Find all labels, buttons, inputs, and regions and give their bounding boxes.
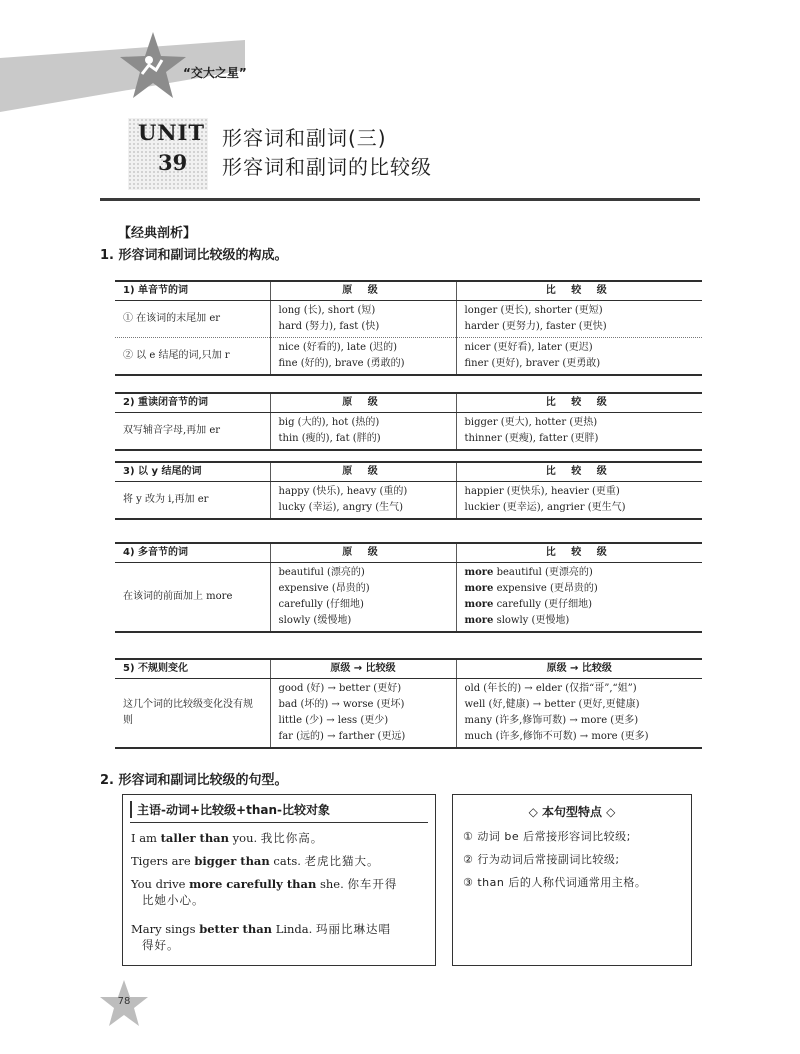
example-post: she. bbox=[316, 877, 348, 891]
table-header-cell: 3) 以 y 结尾的词 bbox=[115, 462, 270, 481]
star-logo-icon bbox=[118, 30, 188, 102]
title-divider bbox=[100, 198, 700, 201]
example-bold: bigger than bbox=[194, 854, 270, 868]
table-header-cell: 4) 多音节的词 bbox=[115, 543, 270, 562]
comparative-line bbox=[465, 597, 695, 613]
table-row bbox=[115, 300, 702, 337]
table-header-cell: 原 级 bbox=[270, 543, 456, 562]
table-row bbox=[115, 562, 702, 632]
rule-table-y-ending bbox=[115, 461, 702, 520]
example-sentence bbox=[131, 853, 431, 869]
brand-label: “交大之星” bbox=[183, 66, 247, 80]
feature-item: ③ than 后的人称代词通常用主格。 bbox=[463, 876, 647, 889]
example-bold: more carefully than bbox=[189, 877, 317, 891]
base-line: thin (瘦的), fat (胖的) bbox=[278, 432, 381, 444]
comparative-line: nicer (更好看), later (更迟) bbox=[464, 341, 593, 353]
base-cell bbox=[270, 562, 456, 632]
rule-table-polysyllabic bbox=[115, 542, 702, 633]
example-post: Linda. bbox=[272, 922, 316, 936]
comparative-cell bbox=[456, 562, 702, 632]
base-line: long (长), short (短) bbox=[278, 304, 376, 316]
base-cell bbox=[270, 412, 456, 450]
comparative-line: luckier (更幸运), angrier (更生气) bbox=[464, 501, 626, 513]
rule-cell: ① 在该词的末尾加 er bbox=[115, 300, 270, 337]
comparative-line: many (许多,修饰可数) → more (更多) bbox=[464, 714, 639, 726]
more-prefix: more bbox=[464, 582, 494, 594]
more-prefix: more bbox=[464, 566, 494, 578]
base-line: beautiful (漂亮的) bbox=[278, 566, 365, 578]
table-row bbox=[115, 412, 702, 450]
example-pre: I am bbox=[131, 831, 161, 845]
comparative-text: carefully (更仔细地) bbox=[493, 598, 592, 610]
example-sentence bbox=[131, 830, 431, 846]
pattern-title: 主语-动词+比较级+than-比较对象 bbox=[130, 801, 430, 818]
comparative-line: old (年长的) → elder (仅指“哥”,“姐”) bbox=[464, 682, 637, 694]
base-cell bbox=[270, 481, 456, 519]
rule-table-irregular bbox=[115, 658, 702, 749]
example-sentence bbox=[131, 876, 431, 908]
comparative-line: bigger (更大), hotter (更热) bbox=[464, 416, 598, 428]
table-header-cell: 1) 单音节的词 bbox=[115, 281, 270, 300]
comparative-line: harder (更努力), faster (更快) bbox=[464, 320, 607, 332]
base-line: bad (坏的) → worse (更坏) bbox=[278, 698, 405, 710]
unit-title-line1: 形容词和副词(三) bbox=[222, 126, 387, 150]
comparative-line: thinner (更瘦), fatter (更胖) bbox=[464, 432, 599, 444]
comparative-cell bbox=[456, 481, 702, 519]
example-bold: better than bbox=[199, 922, 273, 936]
table-header-cell: 原级 → 比较级 bbox=[456, 659, 702, 678]
more-prefix: more bbox=[464, 614, 494, 626]
more-prefix: more bbox=[464, 598, 494, 610]
comparative-cell bbox=[456, 678, 702, 748]
table-row bbox=[115, 481, 702, 519]
table-header-cell: 比 较 级 bbox=[456, 543, 702, 562]
comparative-line: well (好,健康) → better (更好,更健康) bbox=[464, 698, 640, 710]
base-cell bbox=[270, 300, 456, 337]
unit-title-line2: 形容词和副词的比较级 bbox=[222, 155, 432, 179]
base-cell bbox=[270, 678, 456, 748]
table-header-cell: 比 较 级 bbox=[456, 462, 702, 481]
example-pre: Tigers are bbox=[131, 854, 195, 868]
base-cell bbox=[270, 337, 456, 375]
base-line: fine (好的), brave (勇敢的) bbox=[278, 357, 405, 369]
table-header-cell: 5) 不规则变化 bbox=[115, 659, 270, 678]
unit-word: UNIT bbox=[138, 120, 205, 145]
features-title: ◇ 本句型特点 ◇ bbox=[528, 805, 616, 819]
comparative-text: slowly (更慢地) bbox=[493, 614, 570, 626]
rule-table-stressed-closed bbox=[115, 392, 702, 451]
example-translation-continued: 比她小心。 bbox=[142, 893, 205, 907]
table-header-cell: 原 级 bbox=[270, 281, 456, 300]
base-line: big (大的), hot (热的) bbox=[278, 416, 380, 428]
example-pre: Mary sings bbox=[131, 922, 200, 936]
comparative-line bbox=[465, 581, 695, 597]
example-bold: taller than bbox=[160, 831, 229, 845]
base-line: slowly (缓慢地) bbox=[278, 614, 352, 626]
feature-item: ① 动词 be 后常接形容词比较级; bbox=[463, 830, 631, 843]
example-translation: 玛丽比琳达唱 bbox=[315, 922, 391, 936]
rule-cell: ② 以 e 结尾的词,只加 r bbox=[115, 337, 270, 375]
comparative-text: expensive (更昂贵的) bbox=[493, 582, 598, 594]
rule-cell: 这几个词的比较级变化没有规则 bbox=[115, 678, 270, 748]
base-line: little (少) → less (更少) bbox=[278, 714, 389, 726]
example-translation: 你车开得 bbox=[347, 877, 398, 891]
rule-cell: 在该词的前面加上 more bbox=[115, 562, 270, 632]
base-line: lucky (幸运), angry (生气) bbox=[278, 501, 404, 513]
example-pre: You drive bbox=[131, 877, 190, 891]
rule-table-monosyllabic bbox=[115, 280, 702, 376]
heading-formation: 1. 形容词和副词比较级的构成。 bbox=[100, 248, 288, 263]
base-line: nice (好看的), late (迟的) bbox=[278, 341, 398, 353]
comparative-cell bbox=[456, 300, 702, 337]
section-label: 【经典剖析】 bbox=[118, 226, 197, 241]
unit-number: 39 bbox=[158, 150, 188, 175]
example-translation: 老虎比猫大。 bbox=[304, 854, 380, 868]
pattern-title-divider bbox=[130, 822, 428, 823]
heading-sentence-pattern: 2. 形容词和副词比较级的句型。 bbox=[100, 773, 288, 788]
comparative-cell bbox=[456, 412, 702, 450]
table-row bbox=[115, 337, 702, 375]
table-header-cell: 原级 → 比较级 bbox=[270, 659, 456, 678]
table-header-cell: 2) 重读闭音节的词 bbox=[115, 393, 270, 412]
comparative-line bbox=[465, 565, 695, 581]
base-line: happy (快乐), heavy (重的) bbox=[278, 485, 408, 497]
base-line: good (好) → better (更好) bbox=[278, 682, 402, 694]
table-header-cell: 原 级 bbox=[270, 462, 456, 481]
feature-item: ② 行为动词后常接副词比较级; bbox=[463, 853, 620, 866]
comparative-cell bbox=[456, 337, 702, 375]
example-translation: 我比你高。 bbox=[260, 831, 324, 845]
base-line: far (远的) → farther (更远) bbox=[278, 730, 406, 742]
example-translation-continued: 得好。 bbox=[142, 938, 180, 952]
page-number: 78 bbox=[117, 996, 131, 1007]
rule-cell: 将 y 改为 i,再加 er bbox=[115, 481, 270, 519]
example-post: you. bbox=[229, 831, 261, 845]
base-line: hard (努力), fast (快) bbox=[278, 320, 380, 332]
comparative-text: beautiful (更漂亮的) bbox=[493, 566, 593, 578]
comparative-line: happier (更快乐), heavier (更重) bbox=[464, 485, 620, 497]
base-line: carefully (仔细地) bbox=[278, 598, 364, 610]
comparative-line: finer (更好), braver (更勇敢) bbox=[464, 357, 601, 369]
table-header-cell: 原 级 bbox=[270, 393, 456, 412]
base-line: expensive (昂贵的) bbox=[278, 582, 370, 594]
example-post: cats. bbox=[269, 854, 305, 868]
comparative-line bbox=[465, 613, 695, 629]
comparative-line: much (许多,修饰不可数) → more (更多) bbox=[464, 730, 649, 742]
rule-cell: 双写辅音字母,再加 er bbox=[115, 412, 270, 450]
table-row bbox=[115, 678, 702, 748]
comparative-line: longer (更长), shorter (更短) bbox=[464, 304, 603, 316]
table-header-cell: 比 较 级 bbox=[456, 393, 702, 412]
example-sentence bbox=[131, 921, 431, 953]
table-header-cell: 比 较 级 bbox=[456, 281, 702, 300]
